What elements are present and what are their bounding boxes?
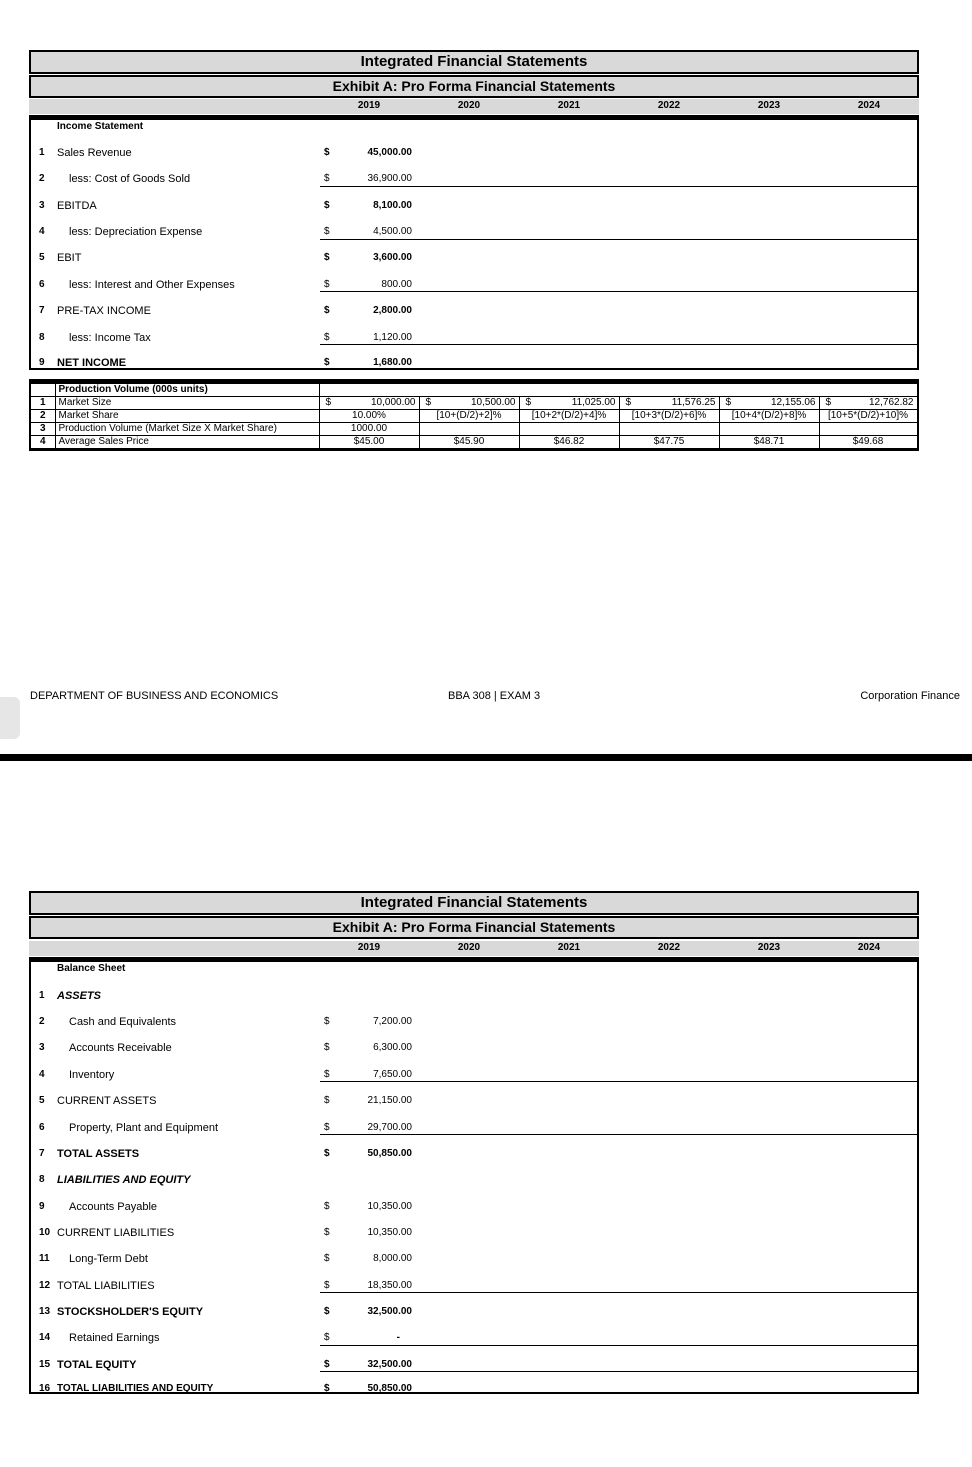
table-cell: $45.00	[319, 436, 419, 449]
table-cell: [10+3*(D/2)+6]%	[619, 410, 719, 423]
table-row	[31, 357, 917, 371]
row-value: 10,350.00	[367, 1201, 412, 1212]
table-cell: $48.71	[719, 436, 819, 449]
row-label: Property, Plant and Equipment	[69, 1122, 218, 1134]
currency-symbol: $	[324, 1148, 330, 1159]
row-value: 50,850.00	[367, 1383, 412, 1394]
table-cell	[819, 397, 917, 410]
row-number: 16	[39, 1383, 51, 1394]
row-label: PRE-TAX INCOME	[57, 305, 151, 317]
table-cell	[619, 423, 719, 436]
table-row	[31, 173, 917, 187]
table-row	[31, 423, 917, 436]
currency-symbol: $	[324, 200, 330, 211]
table-cell: [10+5*(D/2)+10]%	[819, 410, 917, 423]
row-value: 3,600.00	[373, 252, 412, 263]
currency-symbol: $	[324, 357, 330, 368]
page2-subtitle: Exhibit A: Pro Forma Financial Statements	[29, 916, 919, 939]
cell-value: 11,576.25	[671, 397, 716, 408]
year-col: 2019	[357, 942, 381, 953]
row-number: 9	[39, 357, 45, 368]
table-cell	[719, 397, 819, 410]
row-value: 800.00	[381, 279, 412, 290]
row-number: 8	[39, 1174, 45, 1185]
row-label: TOTAL ASSETS	[57, 1148, 140, 1160]
row-label: Retained Earnings	[69, 1332, 160, 1344]
underline	[320, 1081, 917, 1082]
table-cell: 10.00%	[319, 410, 419, 423]
currency-symbol: $	[425, 397, 432, 408]
row-value: -	[396, 1332, 400, 1343]
table-row	[31, 1016, 917, 1030]
underline	[320, 1134, 917, 1135]
row-label: Market Size	[55, 397, 319, 410]
footer-course: BBA 308 | EXAM 3	[448, 690, 541, 702]
row-number: 6	[39, 279, 45, 290]
production-title: Production Volume (000s units)	[55, 384, 319, 397]
table-cell: [10+4*(D/2)+8]%	[719, 410, 819, 423]
row-value: 6,300.00	[373, 1042, 412, 1053]
row-value: 7,650.00	[373, 1069, 412, 1080]
table-cell: [10+(D/2)+2]%	[419, 410, 519, 423]
underline	[320, 1345, 917, 1346]
table-row	[31, 305, 917, 319]
row-label: Cash and Equivalents	[69, 1016, 177, 1028]
year-col: 2022	[657, 100, 681, 111]
row-label: EBITDA	[57, 200, 97, 212]
row-number: 4	[39, 226, 45, 237]
year-col: 2020	[457, 942, 481, 953]
table-row	[31, 200, 917, 214]
page2-year-header	[29, 941, 919, 956]
row-value: 32,500.00	[367, 1359, 412, 1370]
row-number	[31, 384, 55, 397]
balance-sheet-table	[29, 957, 919, 1394]
currency-symbol: $	[625, 397, 632, 408]
row-label: Inventory	[69, 1069, 115, 1081]
underline	[320, 1371, 917, 1372]
row-label: STOCKSHOLDER'S EQUITY	[57, 1306, 204, 1318]
table-row	[31, 252, 917, 266]
currency-symbol: $	[525, 397, 532, 408]
row-label: Market Share	[55, 410, 319, 423]
table-row	[31, 1306, 917, 1320]
row-value: 50,850.00	[367, 1148, 412, 1159]
table-row	[31, 1148, 917, 1162]
currency-symbol: $	[324, 1201, 330, 1212]
row-number: 7	[39, 1148, 45, 1159]
underline	[320, 291, 917, 292]
row-number: 4	[39, 1069, 45, 1080]
underline	[320, 344, 917, 345]
underline	[320, 1292, 917, 1293]
row-label: TOTAL LIABILITIES	[57, 1280, 155, 1292]
row-number: 13	[39, 1306, 51, 1317]
currency-symbol: $	[324, 1383, 330, 1394]
year-col: 2021	[557, 942, 581, 953]
row-label: Sales Revenue	[57, 147, 132, 159]
row-number: 11	[39, 1253, 50, 1264]
currency-symbol: $	[324, 1016, 330, 1027]
table-cell: $49.68	[819, 436, 917, 449]
production-volume-table	[29, 379, 919, 451]
table-cell: $47.75	[619, 436, 719, 449]
row-number: 1	[31, 397, 55, 410]
row-label: CURRENT ASSETS	[57, 1095, 157, 1107]
currency-symbol: $	[324, 1095, 330, 1106]
currency-symbol: $	[324, 279, 330, 290]
currency-symbol: $	[324, 1069, 330, 1080]
table-row	[31, 990, 917, 1004]
row-value: 2,800.00	[373, 305, 412, 316]
table-row	[31, 1253, 917, 1267]
table-row	[31, 410, 917, 423]
row-label: EBIT	[57, 252, 82, 264]
cell-value: 11,025.00	[571, 397, 616, 408]
year-col: 2024	[857, 100, 881, 111]
row-number: 4	[31, 436, 55, 449]
row-value: 1,680.00	[373, 357, 412, 368]
page1-subtitle: Exhibit A: Pro Forma Financial Statements	[29, 75, 919, 98]
currency-symbol: $	[324, 226, 330, 237]
page2-title: Integrated Financial Statements	[29, 891, 919, 915]
row-value: 1,120.00	[373, 332, 412, 343]
year-col: 2019	[357, 100, 381, 111]
row-label: TOTAL EQUITY	[57, 1359, 137, 1371]
cell-value: 12,762.82	[869, 397, 914, 408]
row-value: 29,700.00	[367, 1122, 412, 1133]
table-row	[31, 1227, 917, 1241]
table-row	[31, 1042, 917, 1056]
currency-symbol: $	[324, 252, 330, 263]
row-number: 15	[39, 1359, 51, 1370]
year-col: 2023	[757, 942, 781, 953]
currency-symbol: $	[725, 397, 732, 408]
currency-symbol: $	[324, 1306, 330, 1317]
row-number: 5	[39, 252, 45, 263]
row-label: less: Interest and Other Expenses	[69, 279, 235, 291]
table-cell: [10+2*(D/2)+4]%	[519, 410, 619, 423]
table-row	[31, 384, 917, 397]
row-number: 3	[31, 423, 55, 436]
table-row	[31, 1332, 917, 1346]
page1-title: Integrated Financial Statements	[29, 50, 919, 74]
currency-symbol: $	[324, 1122, 330, 1133]
currency-symbol: $	[324, 1280, 330, 1291]
year-col: 2024	[857, 942, 881, 953]
row-number: 7	[39, 305, 45, 316]
row-label: less: Depreciation Expense	[69, 226, 203, 238]
row-number: 3	[39, 200, 45, 211]
row-number: 2	[31, 410, 55, 423]
row-value: 10,350.00	[367, 1227, 412, 1238]
row-label: CURRENT LIABILITIES	[57, 1227, 175, 1239]
row-number: 3	[39, 1042, 45, 1053]
currency-symbol: $	[324, 332, 330, 343]
row-value: 32,500.00	[367, 1306, 412, 1317]
currency-symbol: $	[324, 305, 330, 316]
section-title: Balance Sheet	[57, 963, 126, 974]
currency-symbol: $	[324, 1227, 330, 1238]
row-number: 2	[39, 1016, 45, 1027]
row-label: ASSETS	[57, 990, 102, 1002]
table-row	[31, 436, 917, 449]
row-number: 12	[39, 1280, 51, 1291]
currency-symbol: $	[325, 397, 332, 408]
row-value: 4,500.00	[373, 226, 412, 237]
table-cell	[819, 423, 917, 436]
year-col: 2021	[557, 100, 581, 111]
row-number: 10	[39, 1227, 51, 1238]
cell-value: 10,500.00	[471, 397, 516, 408]
page1-year-header	[29, 99, 919, 114]
row-label: Accounts Receivable	[69, 1042, 172, 1054]
year-col: 2020	[457, 100, 481, 111]
row-number: 1	[39, 990, 45, 1001]
table-cell: $46.82	[519, 436, 619, 449]
row-label: LIABILITIES AND EQUITY	[57, 1174, 191, 1186]
row-number: 9	[39, 1201, 45, 1212]
currency-symbol: $	[825, 397, 832, 408]
year-col: 2022	[657, 942, 681, 953]
row-number: 8	[39, 332, 45, 343]
side-tab	[0, 697, 20, 739]
row-label: Average Sales Price	[55, 436, 319, 449]
page-divider	[0, 754, 972, 761]
table-row	[31, 1201, 917, 1215]
row-value: 45,000.00	[367, 147, 412, 158]
row-value: 36,900.00	[367, 173, 412, 184]
row-number: 14	[39, 1332, 51, 1343]
table-row	[31, 1174, 917, 1188]
currency-symbol: $	[324, 1332, 330, 1343]
table-row	[31, 226, 917, 240]
row-label: NET INCOME	[57, 357, 127, 369]
table-cell	[519, 423, 619, 436]
row-value: 8,100.00	[373, 200, 412, 211]
table-cell: $45.90	[419, 436, 519, 449]
table-cell	[719, 423, 819, 436]
currency-symbol: $	[324, 1253, 330, 1264]
year-col: 2023	[757, 100, 781, 111]
row-label: less: Cost of Goods Sold	[69, 173, 191, 185]
row-value: 7,200.00	[373, 1016, 412, 1027]
row-number: 6	[39, 1122, 45, 1133]
row-value: 8,000.00	[373, 1253, 412, 1264]
currency-symbol: $	[324, 1359, 330, 1370]
table-cell	[419, 423, 519, 436]
currency-symbol: $	[324, 1042, 330, 1053]
row-number: 2	[39, 173, 45, 184]
row-value: 18,350.00	[367, 1280, 412, 1291]
row-label: less: Income Tax	[69, 332, 151, 344]
row-label: Long-Term Debt	[69, 1253, 148, 1265]
row-value: 21,150.00	[367, 1095, 412, 1106]
row-number: 5	[39, 1095, 45, 1106]
cell-value: 12,155.06	[771, 397, 816, 408]
footer-subject: Corporation Finance	[860, 690, 960, 702]
table-cell	[319, 397, 419, 410]
row-label: Production Volume (Market Size X Market Share)	[55, 423, 319, 436]
income-statement-table	[29, 115, 919, 370]
table-cell	[519, 397, 619, 410]
table-row	[31, 397, 917, 410]
underline	[320, 239, 917, 240]
row-label: TOTAL LIABILITIES AND EQUITY	[57, 1383, 214, 1394]
table-cell: 1000.00	[319, 423, 419, 436]
table-row	[31, 1095, 917, 1109]
currency-symbol: $	[324, 173, 330, 184]
currency-symbol: $	[324, 147, 330, 158]
table-row	[31, 1383, 917, 1397]
footer-department: DEPARTMENT OF BUSINESS AND ECONOMICS	[30, 690, 279, 702]
row-label: Accounts Payable	[69, 1201, 158, 1213]
table-cell	[419, 397, 519, 410]
cell-value: 10,000.00	[371, 397, 416, 408]
underline	[320, 186, 917, 187]
table-row	[31, 147, 917, 161]
row-number: 1	[39, 147, 45, 158]
section-title: Income Statement	[57, 121, 144, 132]
table-cell	[619, 397, 719, 410]
